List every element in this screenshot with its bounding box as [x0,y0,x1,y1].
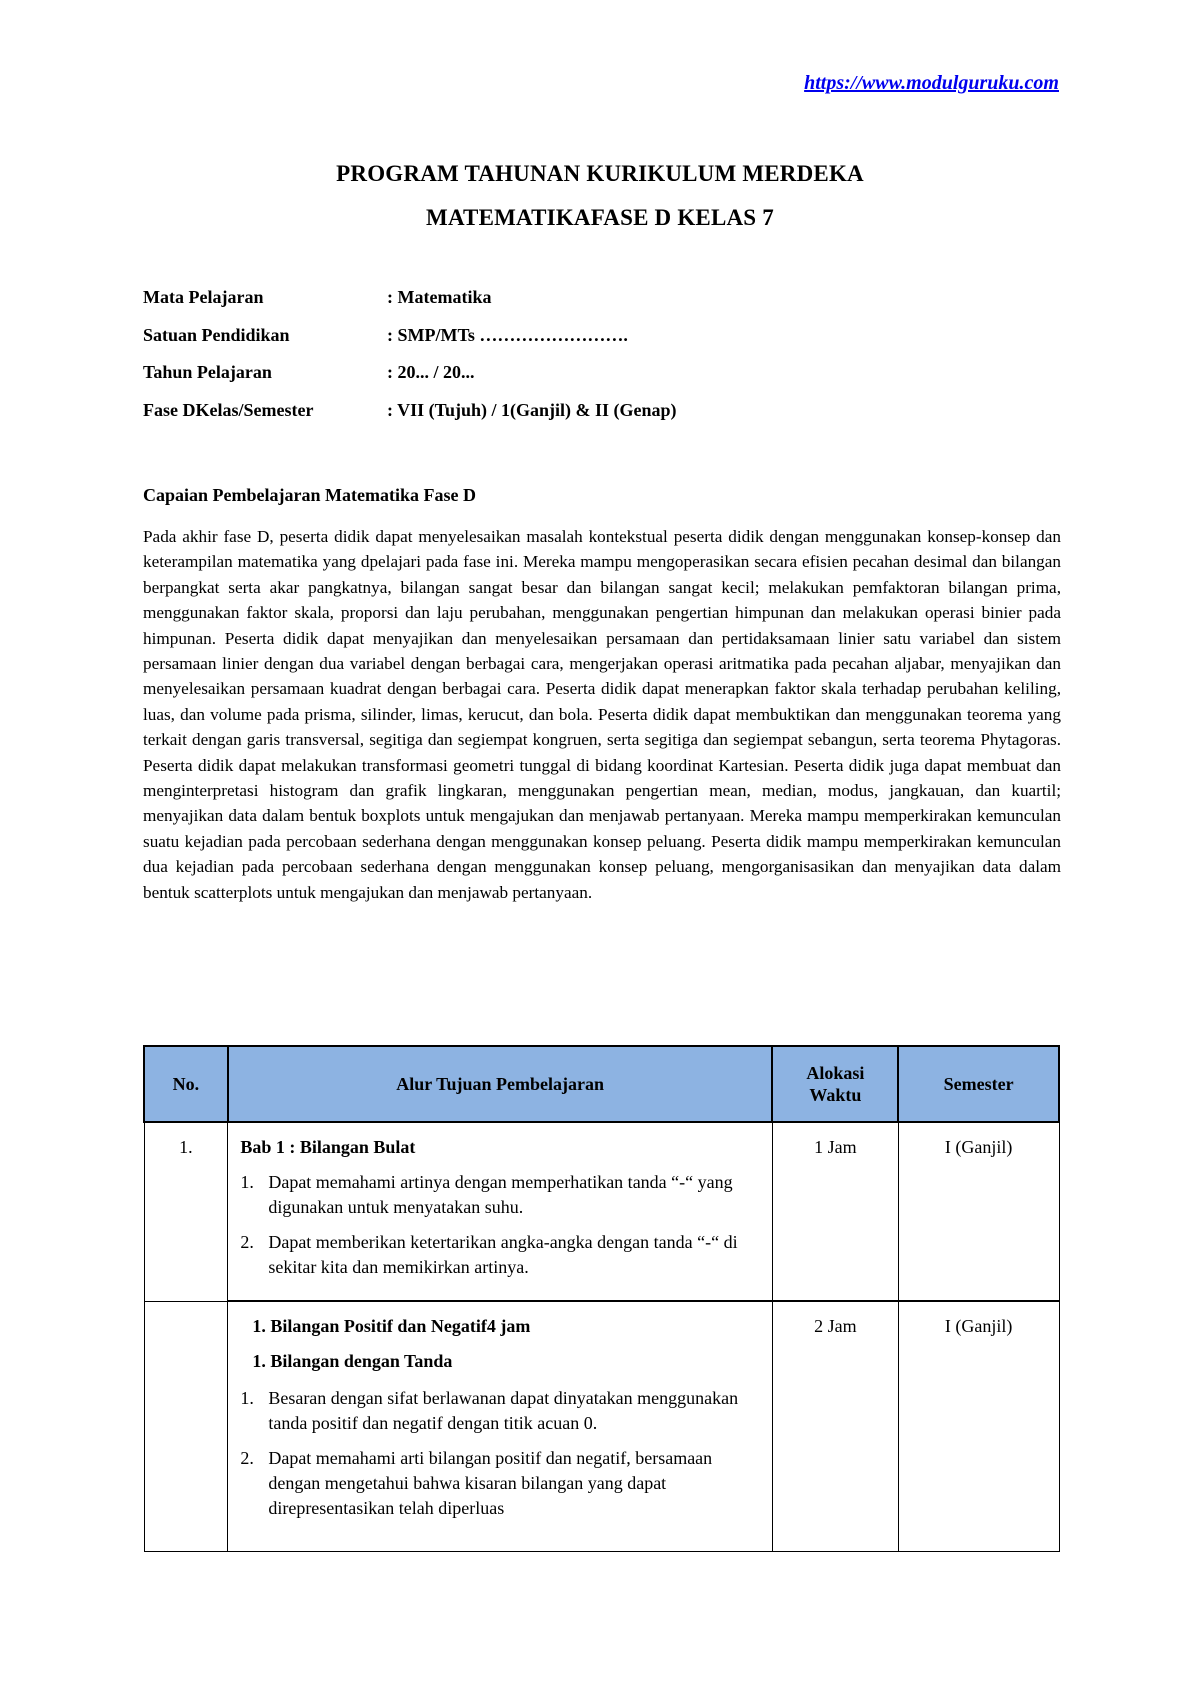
item-number: 1. [240,1388,254,1408]
identity-block [143,287,677,437]
list-item [240,1170,760,1220]
meta-value: : Matematika [387,287,492,307]
item-number: 2. [240,1448,254,1468]
meta-label: Fase DKelas/Semester [143,399,314,420]
row-semester: I (Ganjil) [898,1301,1059,1551]
row-waktu: 2 Jam [772,1301,898,1551]
row-number [144,1301,228,1551]
item-text: Besaran dengan sifat berlawanan dapat dinyatakan menggunakan tanda positif dan negatif dengan titik acuan 0. [268,1388,739,1433]
meta-label: Mata Pelajaran [143,287,264,307]
list-item [240,1230,760,1280]
meta-value: : VII (Tujuh) / 1(Ganjil) & II (Genap) [387,399,677,420]
table-header-row [144,1046,1059,1122]
row-description [228,1301,773,1551]
col-header-atp: Alur Tujuan Pembelajaran [228,1046,773,1122]
page-title-line1: PROGRAM TAHUNAN KURIKULUM MERDEKA [336,161,864,186]
col-header-waktu-label: Alokasi Waktu [806,1063,865,1105]
meta-label: Tahun Pelajaran [143,362,272,382]
list-item [240,1446,760,1521]
item-text: Dapat memahami arti bilangan positif dan negatif, bersamaan dengan mengetahui bahwa kisaran bilangan yang dapat direpresentasikan telah diperluas [268,1448,713,1518]
subchapter-title: 1. Bilangan Positif dan Negatif4 jam [252,1316,531,1336]
meta-row [143,325,677,363]
subchapter-title: 1. Bilangan dengan Tanda [252,1351,453,1371]
item-number: 2. [240,1232,254,1252]
table-row [144,1301,1059,1551]
item-text: Dapat memberikan ketertarikan angka-angka dengan tanda “-“ di sekitar kita dan memikirkan artinya. [268,1232,738,1277]
cp-paragraph: Pada akhir fase D, peserta didik dapat menyelesaikan masalah kontekstual peserta didik dengan menggunakan konsep-konsep dan keterampilan matematika yang dpelajari pada fase ini. Mereka mampu mengoperasikan secara efisien pecahan desimal dan bilangan berpangkat serta akar pangkatnya, bilangan sangat besar dan bilangan sangat kecil; melakukan pemfaktoran bilangan prima, menggunakan faktor skala, proporsi dan laju perubahan, menggunakan pengertian himpunan dan melakukan operasi binier pada himpunan. Peserta didik dapat menyajikan dan menyelesaikan persamaan dan pertidaksamaan linier satu variabel dan sistem persamaan linier dengan dua variabel dengan berbagai cara, mengerjakan operasi aritmatika pada pecahan aljabar, menyajikan dan menyelesaikan persamaan kuadrat dengan berbagai cara. Peserta didik dapat menerapkan faktor skala terhadap perubahan keliling, luas, dan volume pada prisma, silinder, limas, kerucut, dan bola. Peserta didik dapat membuktikan dan menggunakan teorema yang terkait dengan garis transversal, segitiga dan segiempat kongruen, serta segitiga dan segiempat sebangun, serta teorema Phytagoras. Peserta didik dapat melakukan transformasi geometri tunggal di bidang koordinat Kartesian. Peserta didik juga dapat membuat dan menginterpretasi histogram dan grafik lingkaran, menggunakan pengertian mean, median, modus, jangkauan, dan kuartil; menyajikan data dalam bentuk boxplots untuk mengajukan dan menjawab pertanyaan. Mereka mampu memperkirakan kemunculan suatu kejadian pada percobaan sederhana dengan menggunakan konsep peluang. Peserta didik mampu memperkirakan kemunculan dua kejadian pada percobaan sederhana dengan menggunakan konsep peluang, mengorganisasikan dan menyajikan data dalam bentuk scatterplots untuk mengajukan dan menjawab pertanyaan. [143,527,1061,902]
atp-table [143,1045,1060,1552]
row-description [228,1122,773,1301]
row-waktu: 1 Jam [772,1122,898,1301]
item-text: Dapat memahami artinya dengan memperhatikan tanda “-“ yang digunakan untuk menyatakan suhu. [268,1172,733,1217]
meta-row [143,400,677,438]
item-number: 1. [240,1172,254,1192]
col-header-waktu [772,1046,898,1122]
meta-label: Satuan Pendidikan [143,324,290,345]
list-item [240,1386,760,1436]
meta-value: : 20... / 20... [387,362,475,382]
section-heading: Capaian Pembelajaran Matematika Fase D [143,485,476,505]
meta-value: : SMP/MTs ……………………. [387,324,628,345]
header-link[interactable]: https://www.modulguruku.com [804,72,1059,94]
col-header-no: No. [144,1046,228,1122]
meta-row [143,287,677,325]
page-title-line2: MATEMATIKAFASE D KELAS 7 [426,205,774,230]
meta-row [143,362,677,400]
row-semester: I (Ganjil) [898,1122,1059,1301]
row-number: 1. [144,1122,228,1301]
col-header-semester: Semester [898,1046,1059,1122]
chapter-title: Bab 1 : Bilangan Bulat [240,1137,416,1157]
table-row [144,1122,1059,1301]
